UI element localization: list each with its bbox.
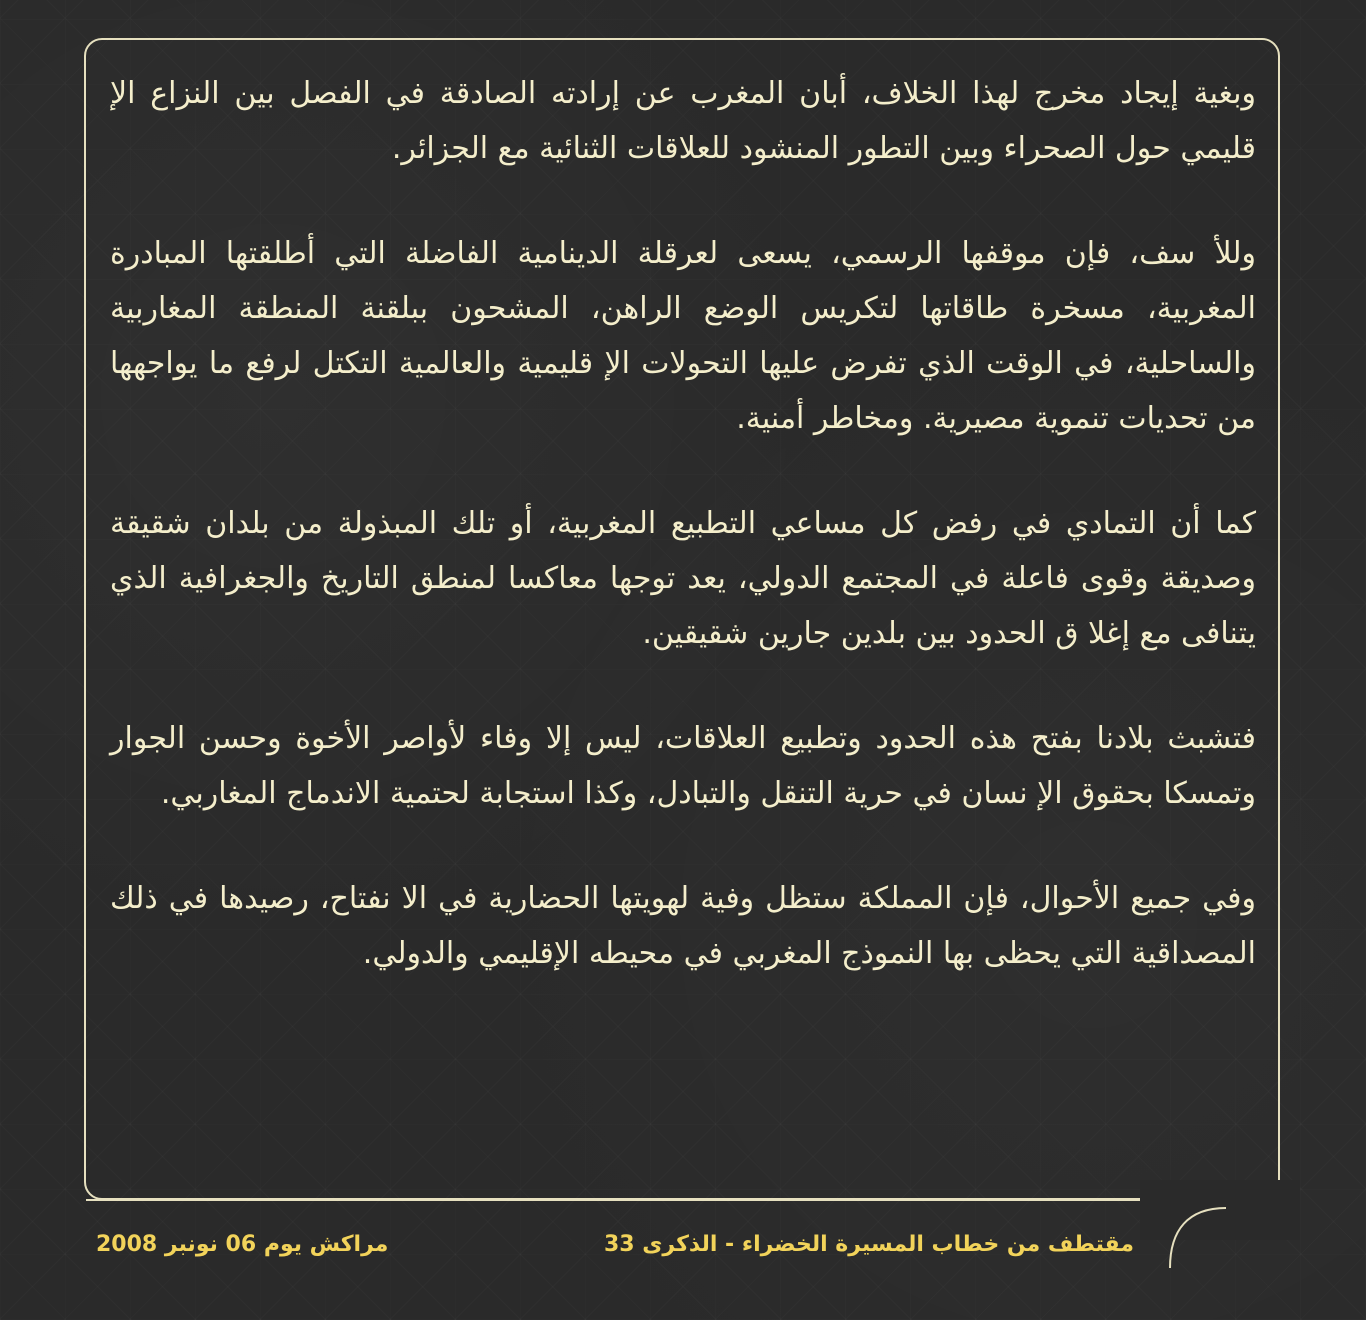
paragraph-4: فتشبث بلادنا بفتح هذه الحدود وتطبيع العلاقات، ليس إلا وفاء لأواصر الأخوة وحسن الجوار وتمسكا بحقوق الإ نسان في حرية التنقل والتبادل، وكذا استجابة لحتمية الاندماج المغاربي. <box>110 721 1256 811</box>
paragraph-2: وللأ سف، فإن موقفها الرسمي، يسعى لعرقلة الدينامية الفاضلة التي أطلقتها المبادرة المغربية، مسخرة طاقاتها لتكريس الوضع الراهن، المشحون ببلقنة المنطقة المغاربية والساحلية، في الوقت الذي تفرض عليها التحولات الإ قليمية والعالمية التكتل لرفع ما يواجهها من تحديات تنموية مصيرية. ومخاطر أمنية. <box>110 236 1256 436</box>
paragraph-3: كما أن التمادي في رفض كل مساعي التطبيع المغربية، أو تلك المبذولة من بلدان شقيقة وصديقة وقوى فاعلة في المجتمع الدولي، يعد توجها معاكسا لمنطق التاريخ والجغرافية الذي يتنافى مع إغلا ق الحدود بين بلدين جارين شقيقين. <box>110 506 1256 651</box>
footer-curve-ornament <box>1168 1200 1288 1270</box>
paragraph-1: وبغية إيجاد مخرج لهذا الخلاف، أبان المغرب عن إرادته الصادقة في الفصل بين النزاع الإ قليمي حول الصحراء وبين التطور المنشود للعلاقات الثنائية مع الجزائر. <box>110 76 1256 166</box>
paragraph-5: وفي جميع الأحوال، فإن المملكة ستظل وفية لهويتها الحضارية في الا نفتاح، رصيدها في ذلك المصداقية التي يحظى بها النموذج المغربي في محيطه الإقليمي والدولي. <box>110 881 1256 971</box>
speech-excerpt <box>110 66 1256 981</box>
place-date-caption: مراكش يوم 06 نونبر 2008 <box>96 1232 389 1257</box>
speech-source-caption: مقتطف من خطاب المسيرة الخضراء - الذكرى 33 <box>603 1232 1134 1257</box>
footer-divider <box>86 1199 1140 1201</box>
